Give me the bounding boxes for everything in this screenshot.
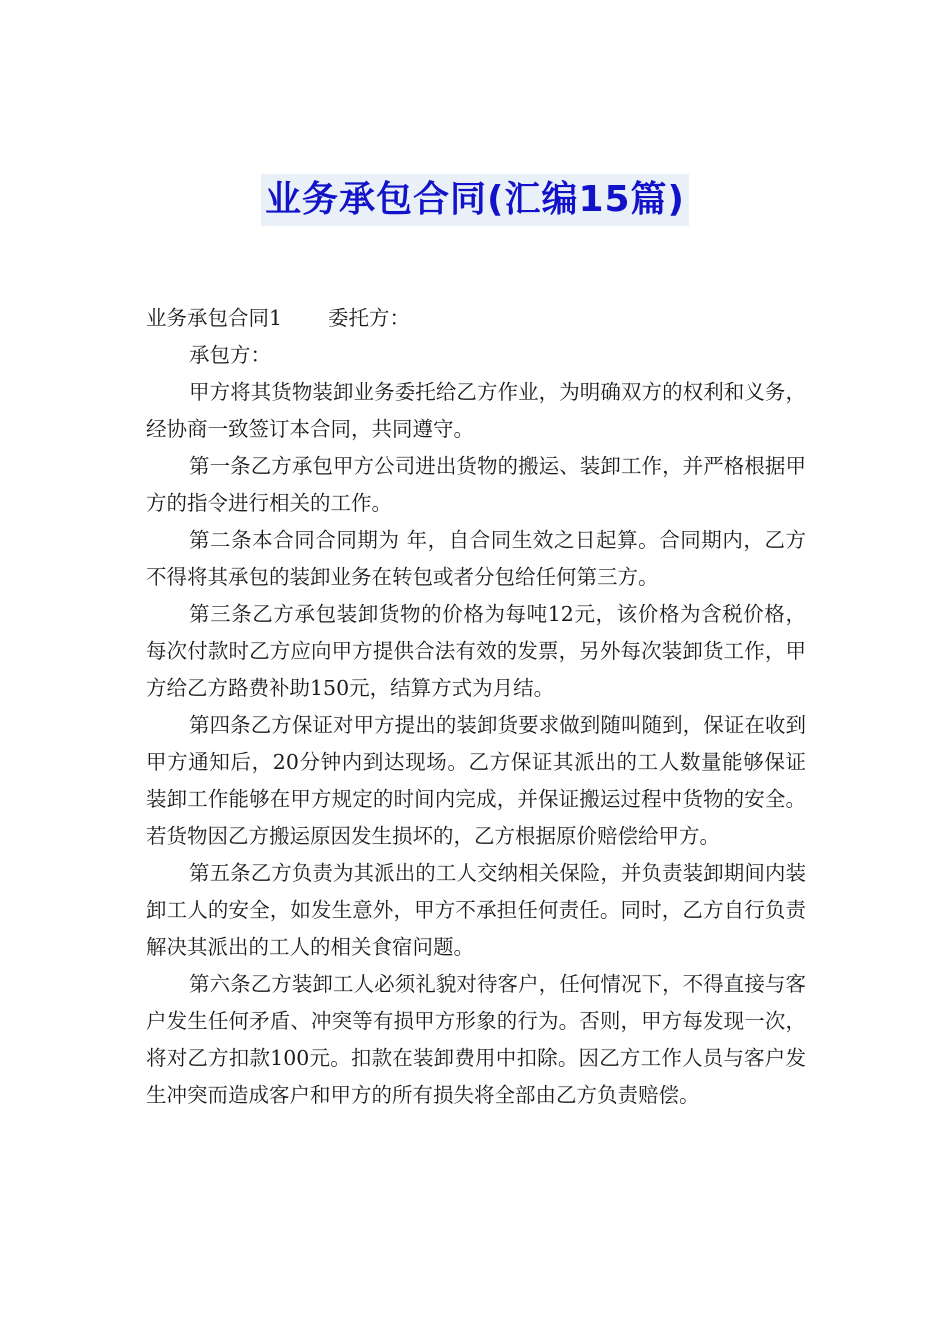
paragraph-article-4: 第四条乙方保证对甲方提出的装卸货要求做到随叫随到，保证在收到甲方通知后，20分钟内到达现场。乙方保证其派出的工人数量能够保证装卸工作能够在甲方规定的时间内完成，并保证搬运过程中货物的安全。若货物因乙方搬运原因发生损坏的，乙方根据原价赔偿给甲方。: [146, 713, 806, 848]
paragraph-article-3: 第三条乙方承包装卸货物的价格为每吨12元，该价格为含税价格，每次付款时乙方应向甲方提供合法有效的发票，另外每次装卸货工作，甲方给乙方路费补助150元，结算方式为月结。: [146, 602, 806, 700]
contract-heading: 业务承包合同1: [146, 306, 283, 330]
first-line: [146, 300, 806, 337]
paragraph-article-5: 第五条乙方负责为其派出的工人交纳相关保险，并负责装卸期间内装卸工人的安全，如发生意外，甲方不承担任何责任。同时，乙方自行负责解决其派出的工人的相关食宿问题。: [146, 861, 806, 959]
paragraph-contractor: 承包方：: [189, 343, 271, 367]
paragraph-preamble: 甲方将其货物装卸业务委托给乙方作业，为明确双方的权利和义务，经协商一致签订本合同，共同遵守。: [146, 380, 806, 441]
paragraph-article-2: 第二条本合同合同期为 年，自合同生效之日起算。合同期内，乙方不得将其承包的装卸业务在转包或者分包给任何第三方。: [146, 528, 806, 589]
paragraph-article-6: 第六条乙方装卸工人必须礼貌对待客户，任何情况下，不得直接与客户发生任何矛盾、冲突等有损甲方形象的行为。否则，甲方每发现一次，将对乙方扣款100元。扣款在装卸费用中扣除。因乙方工作人员与客户发生冲突而造成客户和甲方的所有损失将全部由乙方负责赔偿。: [146, 972, 806, 1107]
document-body: [146, 300, 806, 1114]
document-title: 业务承包合同(汇编15篇): [261, 174, 689, 226]
client-label: 委托方：: [328, 306, 411, 330]
paragraph-article-1: 第一条乙方承包甲方公司进出货物的搬运、装卸工作，并严格根据甲方的指令进行相关的工作。: [146, 454, 806, 515]
title-container: [0, 174, 950, 226]
